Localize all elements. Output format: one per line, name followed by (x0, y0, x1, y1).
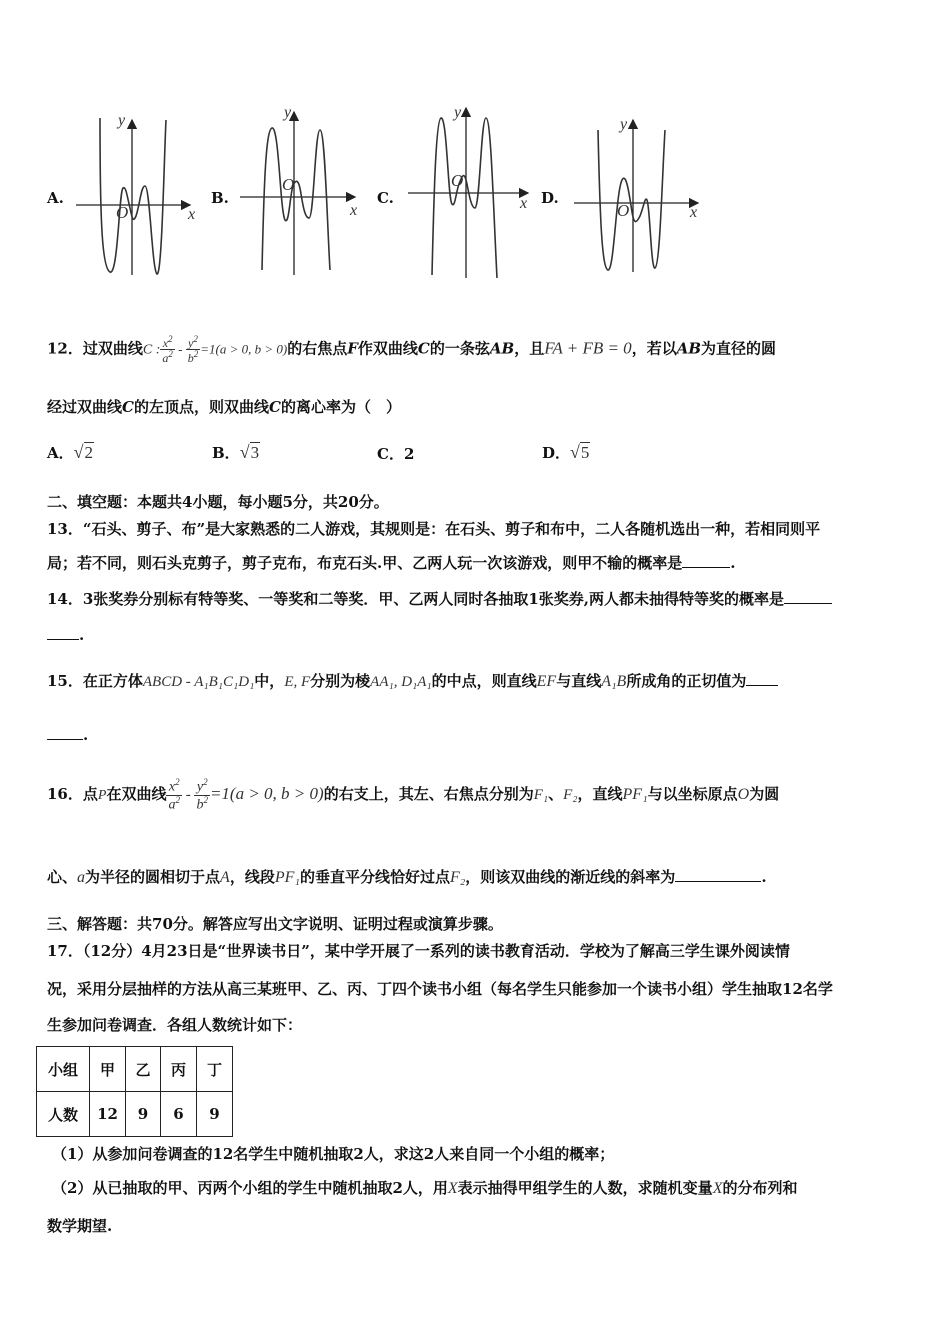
q12-text5: ，若以 (631, 339, 677, 358)
origin-label-c: O (451, 171, 464, 190)
q17-var-x: X (447, 1180, 458, 1197)
q14-line1-text: 14．3张奖券分别标有特等奖、一等奖和二等奖．甲、乙两人同时各抽取1张奖券,两人都未抽得特等奖的概率是 (47, 590, 784, 608)
q16-pf1: PF₁ (622, 786, 648, 804)
q12-text3: 的一条弦 (429, 339, 490, 358)
q12-text6: 为直径的圆 (701, 339, 777, 358)
q12-line2c: 的离心率为（ ） (280, 398, 401, 416)
q12-diameter-ab: AB (676, 339, 702, 358)
q15-t3: 分别为棱 (310, 672, 371, 690)
q15-t4: 的中点，则直线 (431, 672, 537, 690)
q16-radius-a: a (77, 869, 86, 886)
q12-text1: 的右焦点 (287, 339, 348, 358)
q12-focus: F (347, 339, 358, 358)
table-cell: 12 (90, 1092, 126, 1137)
q16-t1: 16．点 (47, 785, 98, 804)
q12-text2: 作双曲线 (357, 339, 418, 358)
q12-line1: 12．过双曲线C : $\frac{x^2}{a^2}$ - $\frac{y^2}{b^2}$ =1(a > 0, b > 0)的右焦点F作双曲线C的一条弦AB，且FA + FB = 0，若以AB为直径的圆 (47, 334, 777, 365)
group-count-table (36, 1046, 233, 1137)
q17-sub2-line2: 数学期望. (47, 1217, 113, 1235)
q15-cube: ABCD - A₁B₁C₁D₁ (142, 674, 255, 690)
q12-option-d-label: D． (542, 444, 571, 462)
q17-sub2c: 的分布列和 (722, 1179, 798, 1197)
q14-line1 (47, 588, 832, 610)
axis-x-label-d: x (690, 204, 698, 221)
q17-sub2a: （2）从已抽取的甲、丙两个小组的学生中随机抽取2人，用 (52, 1179, 448, 1197)
q13-line1: 13．“石头、剪子、布”是大家熟悉的二人游戏，其规则是：在石头、剪子和布中，二人各随机选出一种，若相同则平 (47, 520, 821, 538)
q17-line3: 生参加问卷调查．各组人数统计如下： (47, 1016, 303, 1034)
q16-t4: ，直线 (577, 785, 623, 804)
q12-line2a: 经过双曲线 (47, 398, 123, 416)
q12-text4: ，且 (514, 339, 545, 358)
axis-x-label-b: x (350, 202, 358, 219)
table-row (37, 1092, 233, 1137)
q16-point-p: P (97, 788, 107, 804)
q16-t2: 在双曲线 (106, 785, 167, 804)
q17-line1: 17．（12分）4月23日是“世界读书日”，某中学开展了一系列的读书教育活动．学校为了解高三学生课外阅读情 (47, 942, 790, 960)
q16-end: . (761, 868, 767, 886)
q12-option-c-value: 2 (403, 445, 415, 463)
q15-t2: 中， (254, 672, 285, 690)
q12-vector-eq: FA + FB = 0 (544, 338, 632, 358)
table-cell: 9 (197, 1092, 233, 1137)
q16-f2-2: F₂ (449, 869, 466, 886)
q15-line1 (47, 670, 778, 693)
q16-point-a: A (220, 869, 230, 886)
table-header-cell: 丙 (161, 1047, 197, 1092)
table-header-cell: 甲 (90, 1047, 126, 1092)
q12-option-d[interactable] (542, 441, 590, 464)
option-label-c: C. (377, 189, 394, 207)
q16-sep: 、 (548, 785, 564, 804)
q16-line1: 16．点P在双曲线 $\frac{x^2}{a^2}$ - $\frac{y^2}{b^2}$ =1(a > 0, b > 0)的右支上，其左、右焦点分别为F₁、F₂，直线PF₁与以坐标原点O为圆 (47, 777, 780, 813)
section3-heading: 三、解答题：共70分。解答应写出文字说明、证明过程或演算步骤。 (47, 915, 503, 933)
q12-option-b-value: 3 (250, 443, 260, 462)
q12-curve-name: C : (142, 342, 161, 358)
q16-l2b: 为半径的圆相切于点 (85, 868, 221, 886)
origin-label-d: O (617, 201, 630, 220)
q12-option-c[interactable] (377, 443, 414, 465)
option-label-a: A. (47, 189, 64, 207)
q13-end: . (730, 554, 736, 572)
q12-frac-y: $\frac{y^2}{b^2}$ (187, 334, 199, 365)
axis-y-label-c: y (454, 104, 462, 121)
q12-option-c-label: C． (377, 445, 404, 463)
q17-sub2b: 表示抽得甲组学生的人数，求随机变量 (457, 1179, 713, 1197)
q12-chord-ab: AB (489, 339, 515, 358)
section2-heading: 二、填空题：本题共4小题，每小题5分，共20分。 (47, 493, 389, 511)
q12-option-a-value: 2 (84, 443, 94, 462)
q16-f1: F₁ (533, 787, 549, 804)
q12-curve-c: C (417, 339, 430, 358)
q15-t6: 所成角的正切值为 (626, 672, 747, 690)
q17-line2: 况，采用分层抽样的方法从高三某班甲、乙、丙、丁四个读书小组（每名学生只能参加一个读书小组）学生抽取12名学 (47, 980, 833, 998)
q13-line2 (47, 552, 735, 574)
table-header-cell: 丁 (197, 1047, 233, 1092)
q14-answer-blank-a[interactable] (784, 589, 832, 604)
q16-t5: 与以坐标原点 (647, 785, 738, 804)
q13-answer-blank[interactable] (682, 553, 730, 568)
axis-x-label-c: x (520, 195, 528, 212)
q16-frac-y: $\frac{y^2}{b^2}$ (196, 777, 208, 813)
q12-curve-c2: C (122, 398, 134, 416)
q13-line2-text: 局；若不同，则石头克剪子，剪子克布，布克石头.甲、乙两人玩一次该游戏，则甲不输的概率是 (47, 554, 683, 572)
q12-curve-c3: C (268, 398, 281, 416)
q12-frac-x: $\frac{x^2}{a^2}$ (162, 334, 173, 365)
q16-l2a: 心、 (47, 868, 78, 886)
q14-answer-blank-b[interactable] (47, 625, 79, 640)
q16-t6: 为圆 (749, 785, 780, 804)
q16-frac-x: $\frac{x^2}{a^2}$ (168, 777, 180, 813)
q16-l2c: ，线段 (229, 868, 275, 886)
graph-c (408, 108, 528, 278)
q15-answer-blank-b[interactable] (47, 725, 83, 740)
q12-option-b[interactable] (212, 441, 260, 464)
sqrt-icon: √3 (239, 442, 260, 462)
q15-t5: 与直线 (556, 672, 602, 690)
table-header-cell: 乙 (126, 1047, 161, 1092)
q12-option-b-label: B． (212, 444, 240, 462)
axis-y-label-b: y (284, 104, 292, 121)
table-header-cell: 小组 (37, 1047, 90, 1092)
graph-options-figure (0, 100, 950, 290)
sqrt-icon: √5 (570, 442, 590, 462)
table-row-label: 人数 (37, 1092, 90, 1137)
table-cell: 9 (126, 1092, 161, 1137)
q15-ef: E, F (284, 674, 311, 690)
option-label-b: B. (211, 189, 229, 207)
q15-line-ef: EF (536, 673, 557, 690)
q12-option-a-label: A． (47, 444, 74, 462)
q15-end: . (83, 726, 89, 744)
graph-d (574, 120, 698, 272)
q15-answer-blank-a[interactable] (746, 671, 778, 686)
q14-line2 (47, 624, 84, 646)
q16-pf1-2: PF₁ (274, 869, 300, 886)
q12-option-d-value: 5 (580, 443, 590, 462)
sqrt-icon: √2 (73, 442, 94, 462)
q16-f2: F₂ (563, 787, 578, 804)
q17-sub2 (52, 1177, 797, 1200)
origin-label-b: O (282, 175, 295, 194)
q15-edges: AA₁, D₁A₁ (370, 674, 432, 690)
q16-origin-o: O (737, 786, 750, 804)
q16-answer-blank[interactable] (675, 867, 761, 882)
table-row (37, 1047, 233, 1092)
origin-label-a: O (116, 203, 129, 222)
q16-l2e: ，则该双曲线的渐近线的斜率为 (465, 868, 676, 886)
q12-number: 12．过双曲线 (47, 339, 143, 358)
q15-line-a1b: A₁B (601, 673, 627, 690)
q12-line2b: 的左顶点，则双曲线 (133, 398, 269, 416)
graph-b (240, 112, 358, 275)
q17-var-x2: X (712, 1180, 723, 1197)
q16-cond: =1(a > 0, b > 0) (209, 784, 324, 804)
q15-t1: 15．在正方体 (47, 672, 143, 690)
q12-option-a[interactable] (47, 441, 94, 464)
q16-l2d: 的垂直平分线恰好过点 (299, 868, 450, 886)
q12-curve-cond: =1(a > 0, b > 0) (200, 341, 288, 357)
q16-t3: 的右支上，其左、右焦点分别为 (323, 785, 534, 804)
q12-line2 (47, 396, 401, 418)
q14-end: . (79, 626, 85, 644)
q17-sub1: （1）从参加问卷调查的12名学生中随机抽取2人，求这2人来自同一个小组的概率； (52, 1145, 615, 1163)
graph-a (76, 118, 190, 275)
table-cell: 6 (161, 1092, 197, 1137)
axis-y-label-d: y (620, 116, 628, 133)
q16-line2 (47, 866, 767, 889)
q15-line2 (47, 724, 88, 746)
option-label-d: D. (541, 189, 559, 207)
axis-y-label-a: y (118, 112, 126, 129)
axis-x-label-a: x (188, 206, 196, 223)
